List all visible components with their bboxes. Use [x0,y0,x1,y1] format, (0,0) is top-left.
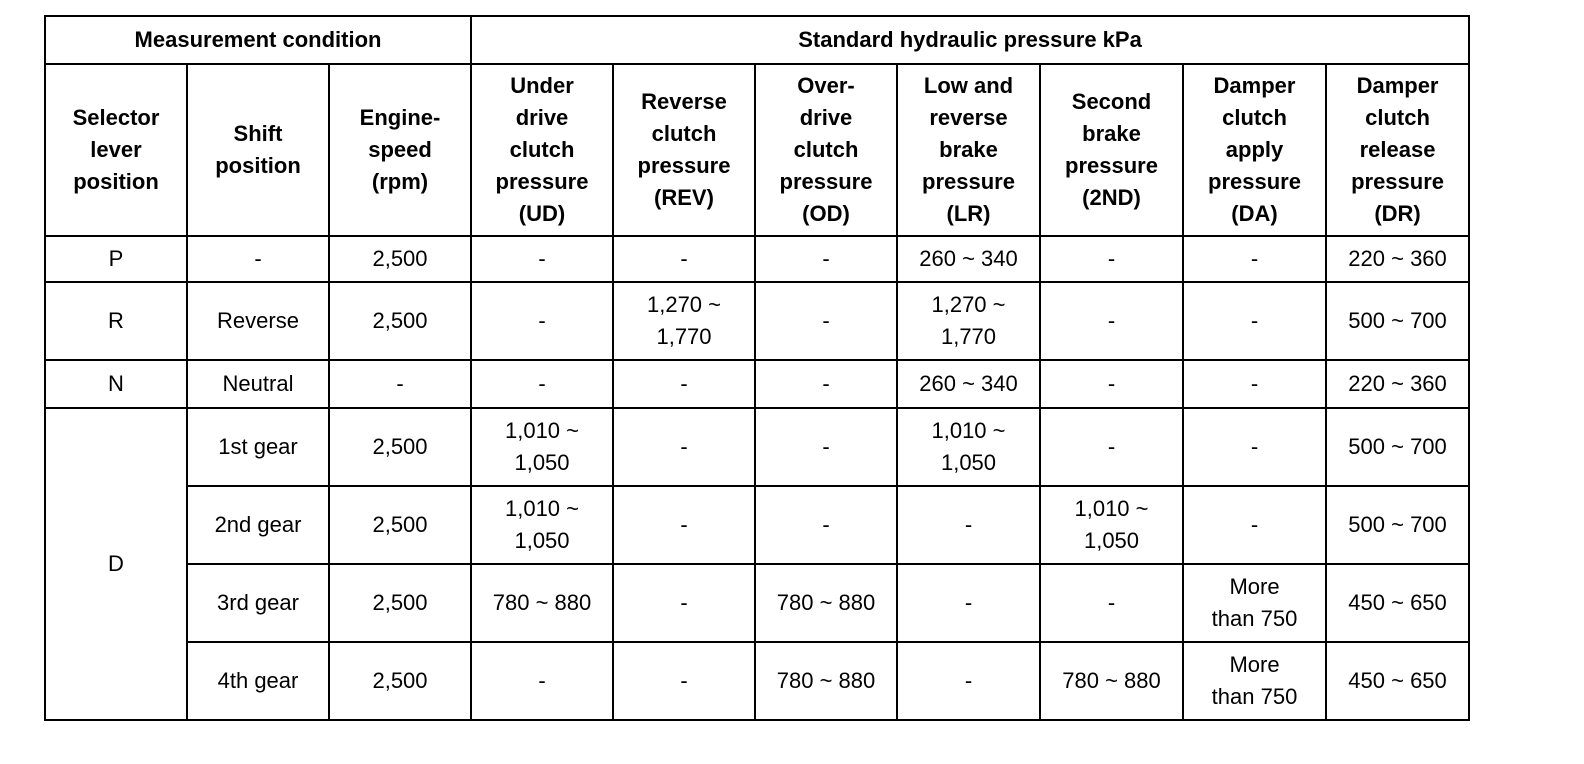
col-header-da: Damper clutch apply pressure (DA) [1183,64,1326,236]
rev-cell: 1,270 ~ 1,770 [613,282,755,360]
dr-cell: 220 ~ 360 [1326,236,1469,282]
speed-cell: 2,500 [329,236,471,282]
table-row [45,486,1469,564]
col-header-selector: Selector lever position [45,64,187,236]
da-cell: More than 750 [1183,564,1326,642]
od-cell: 780 ~ 880 [755,642,897,720]
da-cell: - [1183,236,1326,282]
col-header-rev: Reverse clutch pressure (REV) [613,64,755,236]
table-row [45,408,1469,486]
table-row [45,642,1469,720]
selector-cell: P [45,236,187,282]
da-cell: - [1183,408,1326,486]
shift-cell: Reverse [187,282,329,360]
measurement-condition-header: Measurement condition [45,16,471,64]
second-cell: 1,010 ~ 1,050 [1040,486,1183,564]
shift-cell: - [187,236,329,282]
rev-cell: - [613,360,755,408]
da-cell: - [1183,282,1326,360]
col-header-lr: Low and reverse brake pressure (LR) [897,64,1040,236]
speed-cell: 2,500 [329,486,471,564]
second-cell: - [1040,408,1183,486]
speed-cell: 2,500 [329,564,471,642]
table-row [45,282,1469,360]
da-cell: - [1183,486,1326,564]
od-cell: 780 ~ 880 [755,564,897,642]
lr-cell: - [897,486,1040,564]
selector-cell: R [45,282,187,360]
hydraulic-pressure-table [44,15,1470,721]
lr-cell: 260 ~ 340 [897,360,1040,408]
od-cell: - [755,236,897,282]
col-header-2nd: Second brake pressure (2ND) [1040,64,1183,236]
speed-cell: 2,500 [329,642,471,720]
group-header-row [45,16,1469,64]
ud-cell: - [471,360,613,408]
ud-cell: 780 ~ 880 [471,564,613,642]
lr-cell: 1,010 ~ 1,050 [897,408,1040,486]
col-header-dr: Damper clutch release pressure (DR) [1326,64,1469,236]
rev-cell: - [613,564,755,642]
od-cell: - [755,360,897,408]
ud-cell: - [471,236,613,282]
rev-cell: - [613,236,755,282]
second-cell: - [1040,564,1183,642]
dr-cell: 500 ~ 700 [1326,408,1469,486]
selector-cell: N [45,360,187,408]
speed-cell: 2,500 [329,408,471,486]
dr-cell: 500 ~ 700 [1326,282,1469,360]
ud-cell: 1,010 ~ 1,050 [471,486,613,564]
shift-cell: 2nd gear [187,486,329,564]
col-header-engine-speed: Engine- speed (rpm) [329,64,471,236]
table-row [45,360,1469,408]
od-cell: - [755,486,897,564]
selector-cell: D [45,408,187,720]
shift-cell: Neutral [187,360,329,408]
ud-cell: - [471,282,613,360]
table-row [45,236,1469,282]
dr-cell: 450 ~ 650 [1326,642,1469,720]
ud-cell: - [471,642,613,720]
column-header-row [45,64,1469,236]
rev-cell: - [613,408,755,486]
col-header-od: Over- drive clutch pressure (OD) [755,64,897,236]
lr-cell: - [897,564,1040,642]
second-cell: - [1040,360,1183,408]
speed-cell: 2,500 [329,282,471,360]
second-cell: - [1040,236,1183,282]
shift-cell: 1st gear [187,408,329,486]
lr-cell: 260 ~ 340 [897,236,1040,282]
table-row [45,564,1469,642]
shift-cell: 3rd gear [187,564,329,642]
standard-pressure-header: Standard hydraulic pressure kPa [471,16,1469,64]
rev-cell: - [613,486,755,564]
shift-cell: 4th gear [187,642,329,720]
od-cell: - [755,282,897,360]
lr-cell: - [897,642,1040,720]
dr-cell: 500 ~ 700 [1326,486,1469,564]
da-cell: More than 750 [1183,642,1326,720]
da-cell: - [1183,360,1326,408]
rev-cell: - [613,642,755,720]
second-cell: - [1040,282,1183,360]
od-cell: - [755,408,897,486]
ud-cell: 1,010 ~ 1,050 [471,408,613,486]
dr-cell: 450 ~ 650 [1326,564,1469,642]
col-header-shift: Shift position [187,64,329,236]
col-header-ud: Under drive clutch pressure (UD) [471,64,613,236]
lr-cell: 1,270 ~ 1,770 [897,282,1040,360]
second-cell: 780 ~ 880 [1040,642,1183,720]
speed-cell: - [329,360,471,408]
dr-cell: 220 ~ 360 [1326,360,1469,408]
